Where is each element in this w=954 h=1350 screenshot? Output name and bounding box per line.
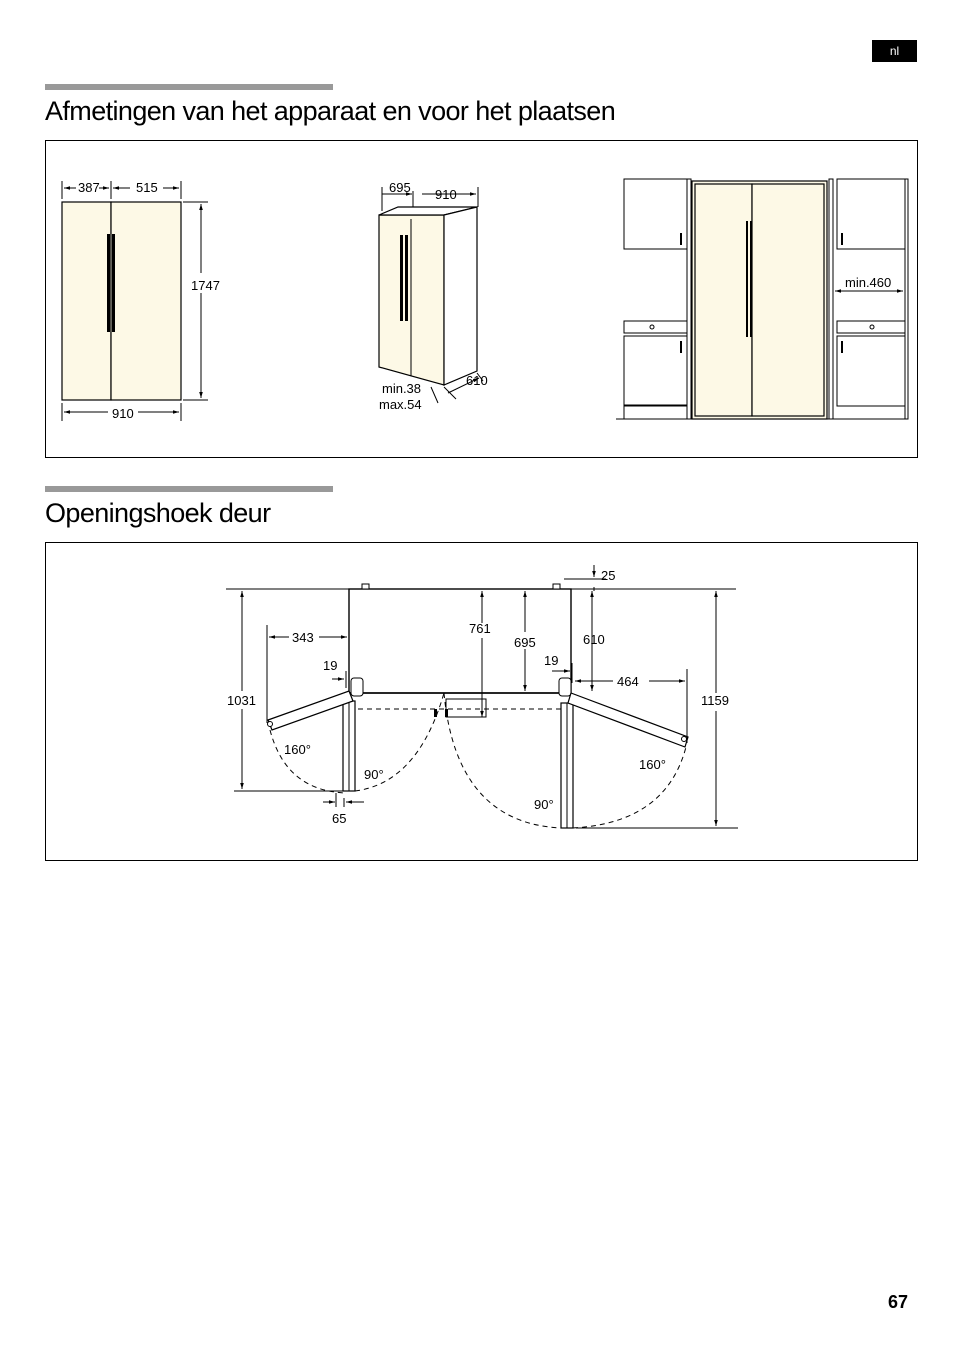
dim-1747: 1747 bbox=[191, 278, 220, 293]
installation-view bbox=[616, 179, 908, 419]
dim-min460: min.460 bbox=[845, 275, 892, 290]
dim-19-right: 19 bbox=[544, 653, 559, 668]
section-rule bbox=[45, 84, 333, 90]
angle-160-left: 160° bbox=[284, 742, 311, 757]
perspective-view bbox=[379, 180, 488, 412]
dim-387: 387 bbox=[78, 180, 100, 195]
dim-695-top: 695 bbox=[389, 180, 411, 195]
dim-910-front: 910 bbox=[112, 406, 134, 421]
dim-464: 464 bbox=[617, 674, 639, 689]
language-tag: nl bbox=[872, 40, 917, 62]
dim-19-left: 19 bbox=[323, 658, 338, 673]
section-title-dimensions: Afmetingen van het apparaat en voor het plaatsen bbox=[45, 96, 616, 126]
dim-65: 65 bbox=[332, 811, 347, 826]
angle-160-right: 160° bbox=[639, 757, 666, 772]
front-view bbox=[62, 180, 220, 421]
angle-90-left: 90° bbox=[364, 767, 384, 782]
dim-min38: min.38 bbox=[382, 381, 422, 396]
angle-90-right: 90° bbox=[534, 797, 554, 812]
dim-515: 515 bbox=[136, 180, 158, 195]
section-rule bbox=[45, 486, 333, 492]
dim-1159: 1159 bbox=[701, 693, 729, 708]
dimensions-figure-frame bbox=[45, 140, 918, 458]
dim-761: 761 bbox=[469, 621, 491, 636]
dim-610: 610 bbox=[583, 632, 605, 647]
dim-343: 343 bbox=[292, 630, 314, 645]
dimensions-figure bbox=[46, 141, 919, 459]
dim-max54: max.54 bbox=[379, 397, 422, 412]
dim-910-top: 910 bbox=[435, 187, 457, 202]
dim-610: 610 bbox=[466, 373, 488, 388]
section-title-door-angle: Openingshoek deur bbox=[45, 498, 271, 528]
door-angle-figure-frame bbox=[45, 542, 918, 861]
door-angle-figure bbox=[46, 543, 919, 862]
dim-1031: 1031 bbox=[227, 693, 256, 708]
dim-695: 695 bbox=[514, 635, 536, 650]
dim-25: 25 bbox=[601, 568, 616, 583]
page-number: 67 bbox=[887, 1292, 908, 1312]
